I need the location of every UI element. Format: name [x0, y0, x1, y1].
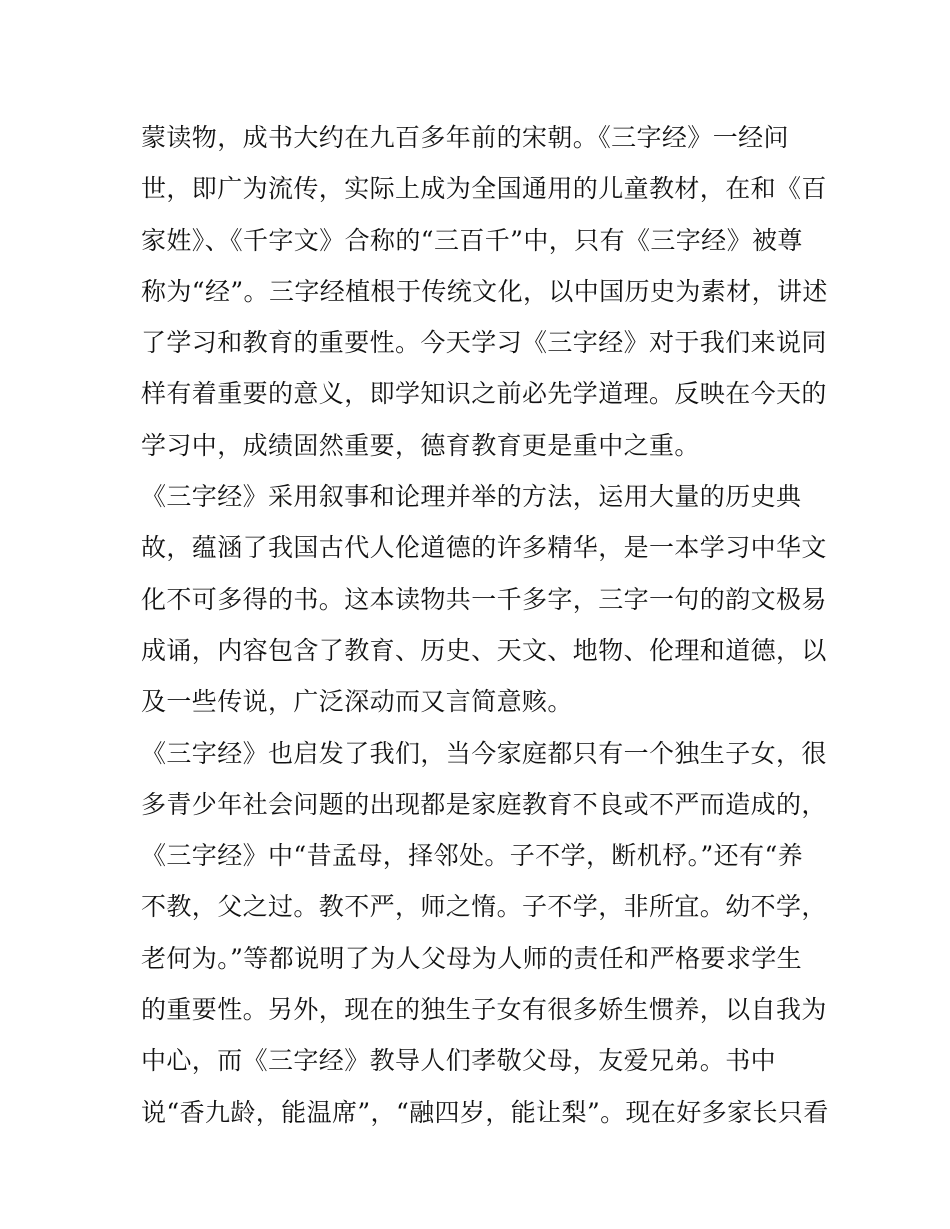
- text-line: 《三字经》中“昔孟母，择邻处。子不学，断机杼。”还有“养: [141, 841, 804, 871]
- text-line: 化不可多得的书。这本读物共一千多字，三字一句的韵文极易: [141, 584, 827, 614]
- text-line: 家姓》、《千字文》合称的“三百千”中，只有《三字经》被尊: [141, 225, 803, 255]
- text-line: 样有着重要的意义，即学知识之前必先学道理。反映在今天的: [141, 379, 827, 409]
- text-line: 及一些传说，广泛深动而又言简意赅。: [141, 687, 573, 717]
- text-line: 故，蕴涵了我国古代人伦道德的许多精华，是一本学习中华文: [141, 533, 827, 563]
- text-line: 世，即广为流传，实际上成为全国通用的儿童教材，在和《百: [141, 174, 827, 204]
- text-line: 学习中，成绩固然重要，德育教育更是重中之重。: [141, 430, 700, 460]
- text-line: 蒙读物，成书大约在九百多年前的宋朝。《三字经》一经问: [141, 123, 789, 152]
- text-line: 了学习和教育的重要性。今天学习《三字经》对于我们来说同: [141, 328, 827, 358]
- text-line: 中心，而《三字经》教导人们孝敬父母，友爱兄弟。书中: [141, 1046, 777, 1076]
- text-line: 称为“经”。三字经植根于传统文化，以中国历史为素材，讲述: [141, 276, 828, 306]
- text-line: 老何为。”等都说明了为人父母为人师的责任和严格要求学生: [141, 943, 803, 973]
- text-line: 成诵，内容包含了教育、历史、天文、地物、伦理和道德，以: [141, 635, 827, 665]
- text-line: 多青少年社会问题的出现都是家庭教育不良或不严而造成的，: [141, 789, 827, 819]
- text-line: 《三字经》也启发了我们，当今家庭都只有一个独生子女，很: [141, 738, 827, 768]
- text-line: 《三字经》采用叙事和论理并举的方法，运用大量的历史典: [141, 482, 802, 512]
- text-line: 不教，父之过。教不严，师之惰。子不学，非所宜。幼不学，: [141, 892, 827, 922]
- body-text: [141, 112, 829, 1138]
- text-line: 的重要性。另外，现在的独生子女有很多娇生惯养，以自我为: [141, 995, 827, 1025]
- text-line: 说“香九龄，能温席”，“融四岁，能让梨”。现在好多家长只看: [141, 1097, 829, 1127]
